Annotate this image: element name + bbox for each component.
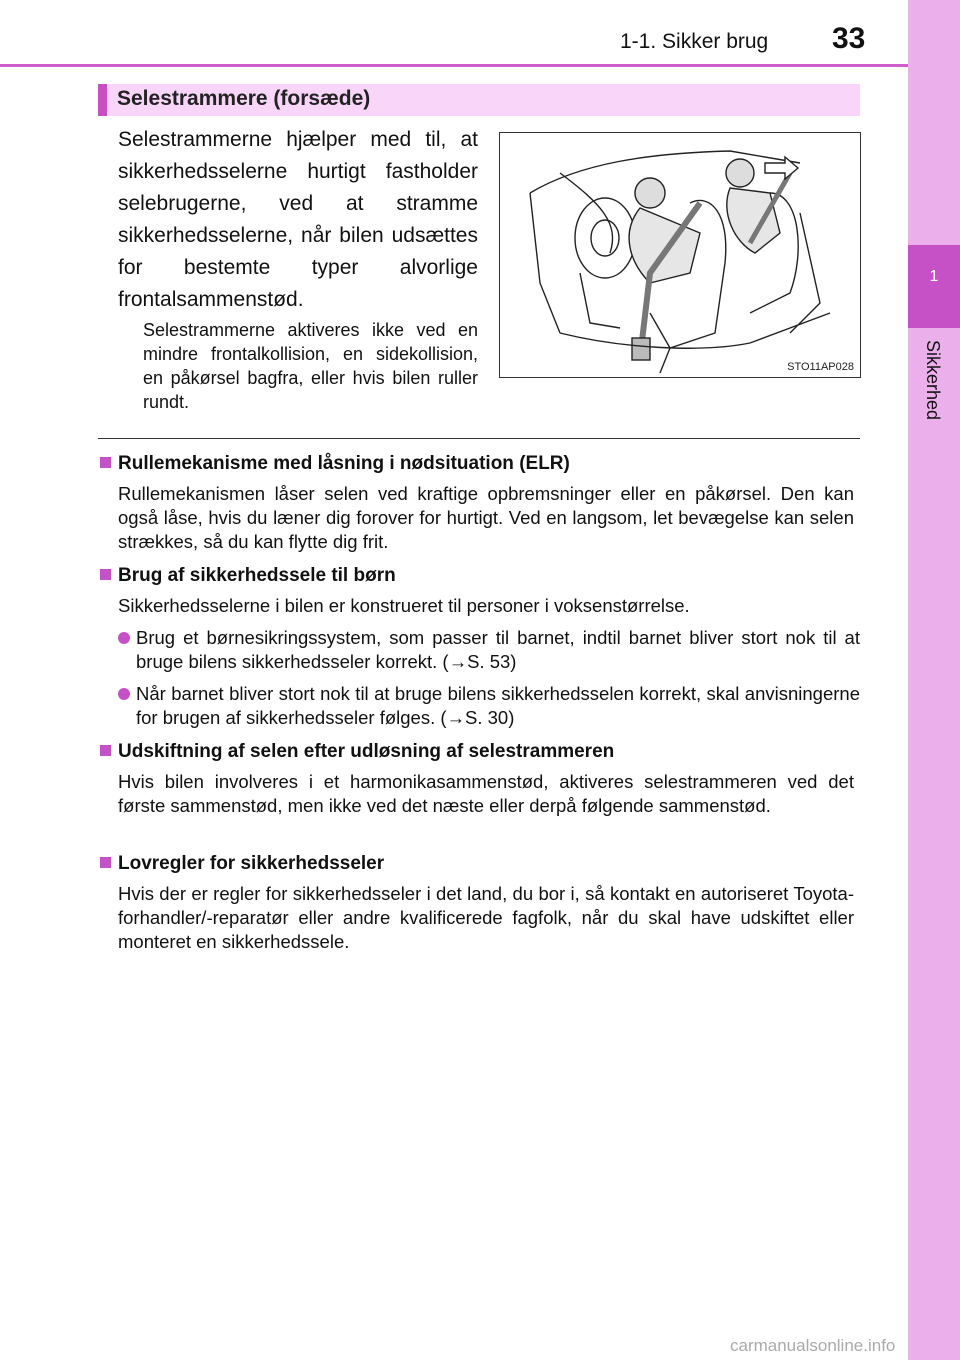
page-number: 33 <box>832 22 866 55</box>
section-regulations-title: Lovregler for sikkerhedsseler <box>98 852 860 876</box>
section-regulations-text: Hvis der er regler for sikkerhedsseler i det land, du bor i, så kontakt en autoriseret Toyota-forhandler/-reparatør eller andre kvalificerede fagfolk, når du skal have udskiftet eller monteret en sikkerhedssele. <box>118 883 854 952</box>
section-replacement <box>98 740 860 818</box>
section-title: 1-1. Sikker brug <box>620 30 769 53</box>
chapter-number: 1 <box>929 268 939 285</box>
list-item <box>118 626 860 674</box>
bullet-text: Når barnet bliver stort nok til at bruge bilens sikkerhedsselen korrekt, skal anvisningerne for brugen af sikkerhedsseler følges. (→S. 30) <box>136 683 860 728</box>
watermark: carmanualsonline.info <box>730 1336 896 1355</box>
section-regulations <box>98 852 860 954</box>
section-heading-bar <box>98 84 860 116</box>
chapter-side-tab[interactable] <box>908 0 960 1360</box>
intro-note: Selestrammerne aktiveres ikke ved en mindre frontalkollision, en sidekollision, en påkørsel bagfra, eller hvis bilen ruller rundt. <box>143 320 478 412</box>
section-divider <box>98 438 860 439</box>
chapter-name: Sikkerhed <box>923 340 943 421</box>
section-elr-title: Rullemekanisme med låsning i nødsituation (ELR) <box>98 452 860 476</box>
section-replacement-title: Udskiftning af selen efter udløsning af selestrammeren <box>98 740 860 764</box>
section-children <box>98 564 860 730</box>
section-elr <box>98 452 860 554</box>
car-interior-drawing <box>500 133 860 377</box>
section-replacement-text: Hvis bilen involveres i et harmonikasammenstød, aktiveres selestrammeren ved det første sammenstød, men ikke ved det næste eller derpå følgende sammenstød. <box>118 771 854 816</box>
list-item <box>118 682 860 730</box>
illustration-code: STO11AP028 <box>787 361 854 373</box>
bullet-dot-icon <box>118 688 130 700</box>
section-heading: Selestrammere (forsæde) <box>117 87 371 110</box>
chapter-number-box <box>908 245 960 328</box>
bullet-text: Brug et børnesikringssystem, som passer til barnet, indtil barnet bliver stort nok til at bruge bilens sikkerhedsseler korrekt. (→S. 53) <box>136 627 860 672</box>
header-rule <box>0 64 908 67</box>
section-children-title: Brug af sikkerhedssele til børn <box>98 564 860 588</box>
section-children-text: Sikkerhedsselerne i bilen er konstrueret til personer i voksenstørrelse. <box>118 595 690 616</box>
bullet-dot-icon <box>118 632 130 644</box>
section-elr-text: Rullemekanismen låser selen ved kraftige opbremsninger eller en påkørsel. Den kan også låse, hvis du læner dig forover for hurtigt. Ved en langsom, let bevægelse kan selen strækkes, så du kan flytte dig frit. <box>118 483 854 552</box>
seatbelt-pretensioner-illustration <box>499 132 861 378</box>
intro-paragraph: Selestrammerne hjælper med til, at sikkerhedsselerne hurtigt fastholder selebrugerne, ved at stramme sikkerhedsselerne, når bilen udsættes for bestemte typer alvorlige frontalsammenstød. <box>118 128 478 311</box>
